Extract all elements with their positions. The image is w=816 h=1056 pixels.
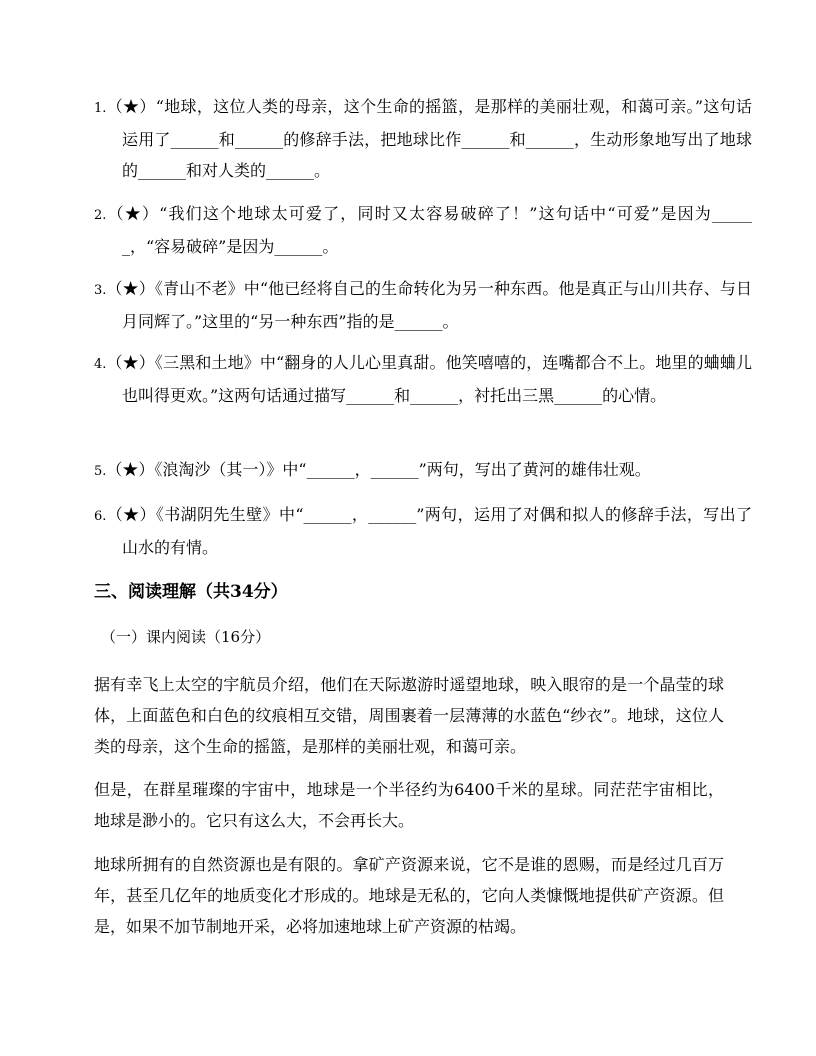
question-text: （★）“地球，这位人类的母亲，这个生命的摇篮，是那样的美丽壮观，和蔼可亲。”这句话运用了______和______的修辞手法，把地球比作______和______，生动形象地写出了地球的______和对人类的______。: [106, 97, 752, 180]
question-number: 5.: [94, 464, 107, 479]
question-6: [94, 499, 752, 563]
passage-paragraph-1: 据有幸飞上太空的宇航员介绍，他们在天际遨游时遥望地球，映入眼帘的是一个晶莹的球体，上面蓝色和白色的纹痕相互交错，周围裹着一层薄薄的水蓝色“纱衣”。地球，这位人类的母亲，这个生命的摇篮，是那样的美丽壮观，和蔼可亲。: [94, 675, 724, 756]
question-text: （★）《书湖阴先生壁》中“______，______”两句，运用了对偶和拟人的修辞手法，写出了山水的有情。: [106, 505, 752, 557]
question-2: [94, 198, 752, 262]
question-number: 2.: [94, 208, 107, 223]
question-text: （★）《三黑和土地》中“翻身的人儿心里真甜。他笑嘻嘻的，连嘴都合不上。地里的蛐蛐儿也叫得更欢。”这两句话通过描写______和______，衬托出三黑______的心情。: [106, 353, 752, 405]
question-text: （★）《浪淘沙（其一）》中“______，______”两句，写出了黄河的雄伟壮观。: [106, 460, 651, 479]
question-number: 4.: [94, 357, 107, 372]
question-text: （★）“我们这个地球太可爱了，同时又太容易破碎了！”这句话中“可爱”是因为______，“容易破碎”是因为______。: [106, 204, 752, 256]
question-number: 6.: [94, 509, 107, 524]
question-1: [94, 91, 752, 186]
question-text: （★）《青山不老》中“他已经将自己的生命转化为另一种东西。他是真正与山川共存、与日月同辉了。”这里的“另一种东西”指的是______。: [106, 279, 752, 331]
passage-paragraph-2: 但是，在群星璀璨的宇宙中，地球是一个半径约为6400千米的星球。同茫茫宇宙相比，地球是渺小的。它只有这么大，不会再长大。: [94, 780, 724, 830]
section-heading: 三、阅读理解（共34分）: [94, 582, 288, 602]
passage-paragraph-3: 地球所拥有的自然资源也是有限的。拿矿产资源来说，它不是谁的恩赐，而是经过几百万年，甚至几亿年的地质变化才形成的。地球是无私的，它向人类慷慨地提供矿产资源。但是，如果不加节制地开采，必将加速地球上矿产资源的枯竭。: [94, 855, 724, 936]
question-number: 3.: [94, 283, 107, 298]
section-subheading: （一）课内阅读（16分）: [101, 628, 271, 646]
question-3: [94, 273, 752, 337]
question-4: [94, 347, 752, 411]
question-5: [94, 454, 752, 487]
question-number: 1.: [94, 101, 107, 116]
